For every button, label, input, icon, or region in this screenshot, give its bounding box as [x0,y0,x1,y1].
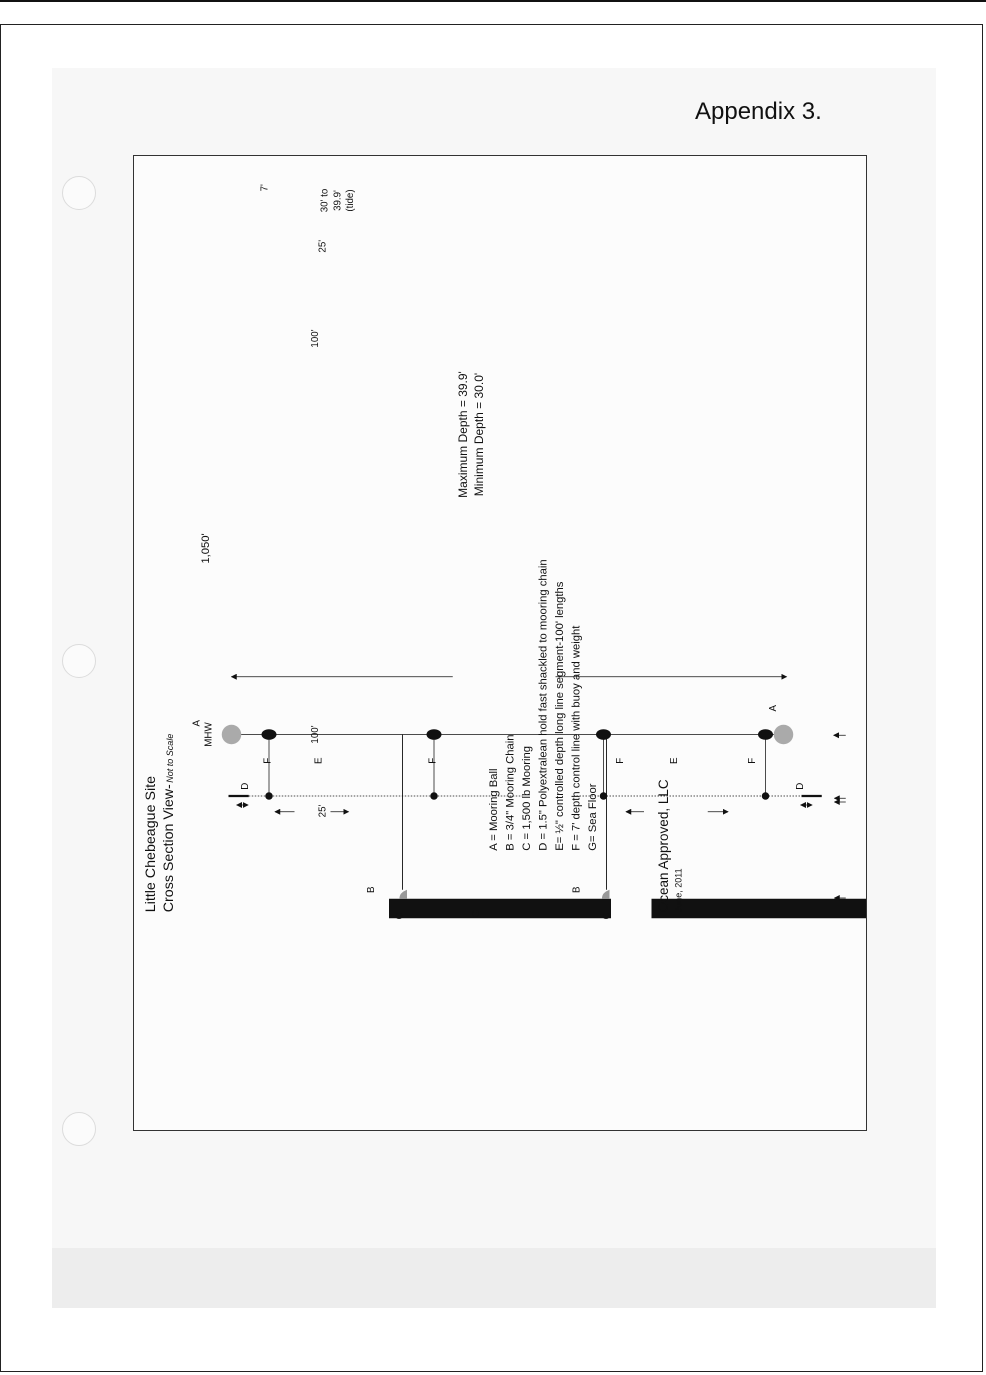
legend-item-b: B = 3/4" Mooring Chain [504,734,517,851]
legend-item-d: D = 1.5" Polyextralean hold fast shackled to mooring chain [537,559,550,851]
company-name: Ocean Approved, LLC [656,779,671,913]
cross-section-drawing [133,155,867,1131]
label-mhw: MHW [203,722,215,747]
mooring-anchor-right [602,890,610,899]
max-depth: Maximum Depth = 39.9' [456,371,470,498]
mooring-ball-right [774,725,794,745]
label-e-right: E [669,757,680,765]
segment-label-right: 100' [309,329,321,348]
label-a-right: A [768,704,779,712]
label-f-4: F [747,757,758,764]
label-b-right: B [571,886,583,894]
label-e-left: E [313,757,325,765]
scan-bottom-shade [52,1248,936,1308]
weight-4 [762,792,770,800]
appendix-title: Appendix 3. [695,98,822,125]
overall-length-label: 1,050' [200,533,212,564]
site-title: Little Chebeague Site [143,775,159,913]
mooring-anchor-left [400,890,408,899]
mooring-ball-left [222,725,242,745]
sea-floor-left [389,899,611,919]
weight-2 [430,792,438,800]
page-top-rule [0,0,986,2]
label-d-right: D [795,782,806,790]
cross-section-svg [134,156,866,1130]
weight-3 [600,792,608,800]
segment-label-left: 100' [309,725,321,744]
depth-dim-label-2: 39.9' [332,190,344,211]
company-date: June, 2011 [673,868,684,913]
label-f-1: F [262,757,274,764]
buoy-3 [596,729,611,740]
label-b-left: B [366,886,377,894]
legend-item-f: F = 7' depth control line with buoy and weight [570,625,583,851]
punch-hole-bottom [62,1112,96,1146]
view-title: Cross Section View-Not to Scale [161,733,177,913]
buoy-2 [427,729,442,740]
legend-item-c: C = 1,500 lb Mooring [521,746,533,851]
label-c-left: C [394,912,406,920]
label-d-left: D [240,782,251,790]
buoy-1 [262,729,277,740]
depth-dim-label-1: 30' to [319,188,331,213]
sea-floor-right [652,899,867,919]
weight-1 [265,792,273,800]
legend-item-e: E= ½" controlled depth long line segment-100' lengths [554,581,566,851]
legend-item-a: A = Mooring Ball [488,768,500,851]
label-g: G [471,909,482,918]
offset-label-left: 25' [317,804,329,818]
punch-hole-top [62,176,96,210]
legend-item-g: G= Sea Floor [587,783,599,851]
label-a-left: A [191,719,203,727]
surface-dim-label: 7' [259,184,271,192]
punch-hole-middle [62,644,96,678]
depth-dim-label-3: (tide) [345,189,356,212]
min-depth: Minimum Depth = 30.0' [471,372,486,497]
label-f-2: F [427,757,439,764]
offset-label-right: 25' [317,239,329,253]
label-c-right: C [601,912,613,920]
buoy-4 [758,729,773,740]
label-f-3: F [615,757,626,764]
